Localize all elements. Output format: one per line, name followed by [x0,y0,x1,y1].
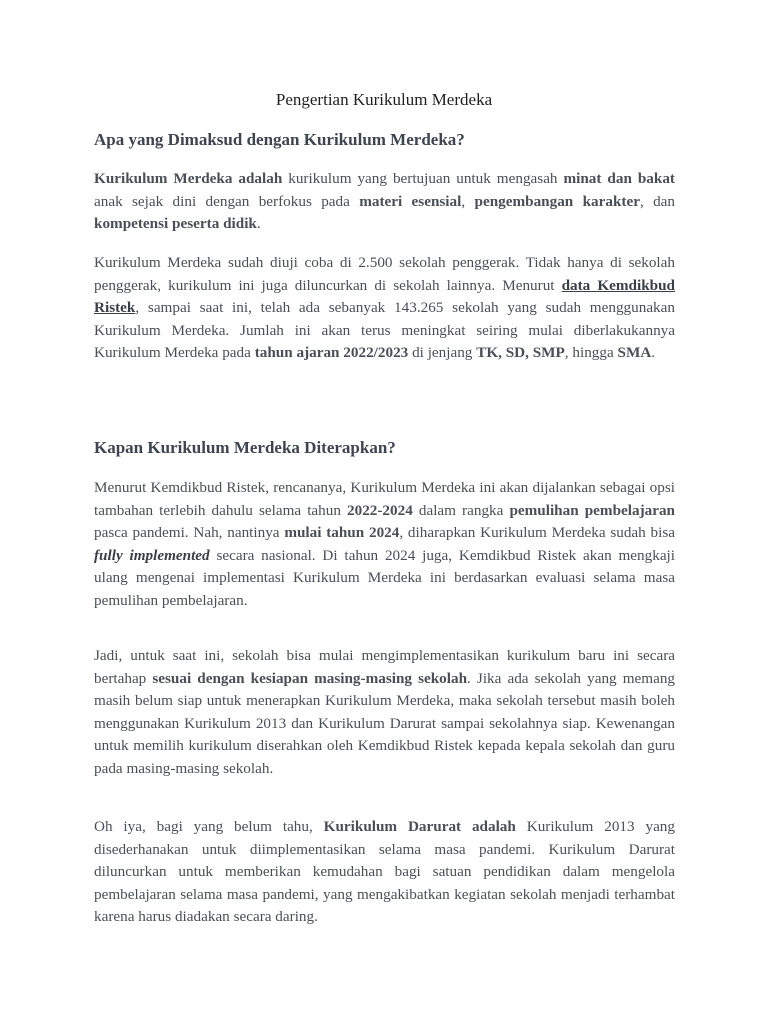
paragraph-emergency-curriculum [94,816,675,929]
text-run: anak sejak dini dengan berfokus pada [94,192,360,210]
paragraph-trial [94,252,675,365]
bold-text: pengembangan karakter [474,192,640,210]
text-run: . [256,215,261,233]
emphasis-text: fully implemented [94,546,210,564]
bold-text: sesuai dengan kesiapan masing-masing sekolah [152,669,468,687]
source-link[interactable]: data Kemdikbud Ristek [94,276,675,317]
text-run: , dan [639,192,676,210]
text-run: Jadi, untuk saat ini, sekolah bisa mulai mengimplementasikan kurikulum baru ini secara bertahap [94,647,675,687]
text-run: dalam rangka [412,501,510,519]
text-run: secara nasional. Di tahun 2024 juga, Kemdikbud Ristek akan mengkaji ulang mengenai implementasi Kurikulum Merdeka ini berdasarkan evaluasi selama masa pemulihan pembelajaran. [94,546,675,609]
bold-text: Kurikulum Merdeka adalah [94,170,283,187]
bold-text: kompetensi peserta didik [94,215,257,233]
paragraph-gradual [94,645,675,781]
section-heading-when: Kapan Kurikulum Merdeka Diterapkan? [94,438,396,457]
text-run: . Jika ada sekolah yang memang masih belum siap untuk menerapkan Kurikulum Merdeka, maka sekolah tersebut masih boleh menggunakan Kurikulum 2013 dan Kurikulum Darurat sampai sekolahnya siap. Kewenangan untuk memilih kurikulum diserahkan oleh Kemdikbud Ristek kepada kepala sekolah dan guru pada masing-masing sekolah. [94,669,676,777]
paragraph-definition [94,168,675,236]
text-run: , diharapkan Kurikulum Merdeka sudah bisa [399,524,676,542]
section-heading-what: Apa yang Dimaksud dengan Kurikulum Merdeka? [94,130,465,149]
bold-text: Kurikulum Darurat adalah [323,818,516,835]
page-title: Pengertian Kurikulum Merdeka [275,90,493,109]
text-run: Kurikulum 2013 yang disederhanakan untuk diimplementasikan selama masa pandemi. Kurikulum Darurat diluncurkan untuk memberikan kemudahan bagi satuan pendidikan dalam mengelola pembelajaran selama masa pandemi, yang mengakibatkan kegiatan sekolah menjadi terhambat karena harus diadakan secara daring. [94,818,675,926]
bold-text: pemulihan pembelajaran [509,501,676,519]
bold-text: materi esensial [359,192,462,210]
text-run: pasca pandemi. Nah, nantinya [94,524,285,542]
bold-text: tahun ajaran 2022/2023 [254,344,409,362]
text-run: , hingga [564,344,618,362]
text-run: . [651,344,656,362]
paragraph-timeline [94,477,675,613]
text-run: Oh iya, bagi yang belum tahu, [94,818,324,835]
bold-text: minat dan bakat [563,170,675,187]
text-run: Menurut Kemdikbud Ristek, rencananya, Kurikulum Merdeka ini akan dijalankan sebagai opsi tambahan terlebih dahulu selama tahun [94,479,675,519]
bold-text: TK, SD, SMP [476,344,565,362]
text-run: di jenjang [408,344,477,362]
bold-text: 2022-2024 [347,501,413,519]
text-run: Kurikulum Merdeka sudah diuji coba di 2.500 sekolah penggerak. Tidak hanya di sekolah penggerak, kurikulum ini juga diluncurkan di sekolah lainnya. Menurut [94,254,675,294]
bold-text: SMA [617,344,652,362]
text-run: , [461,192,475,210]
text-run: , sampai saat ini, telah ada sebanyak 143.265 sekolah yang sudah menggunakan Kurikulum Merdeka. Jumlah ini akan terus meningkat seiring mulai diberlakukannya Kurikulum Merdeka pada [94,299,675,362]
text-run: kurikulum yang bertujuan untuk mengasah [282,170,564,187]
bold-text: mulai tahun 2024 [284,524,400,542]
